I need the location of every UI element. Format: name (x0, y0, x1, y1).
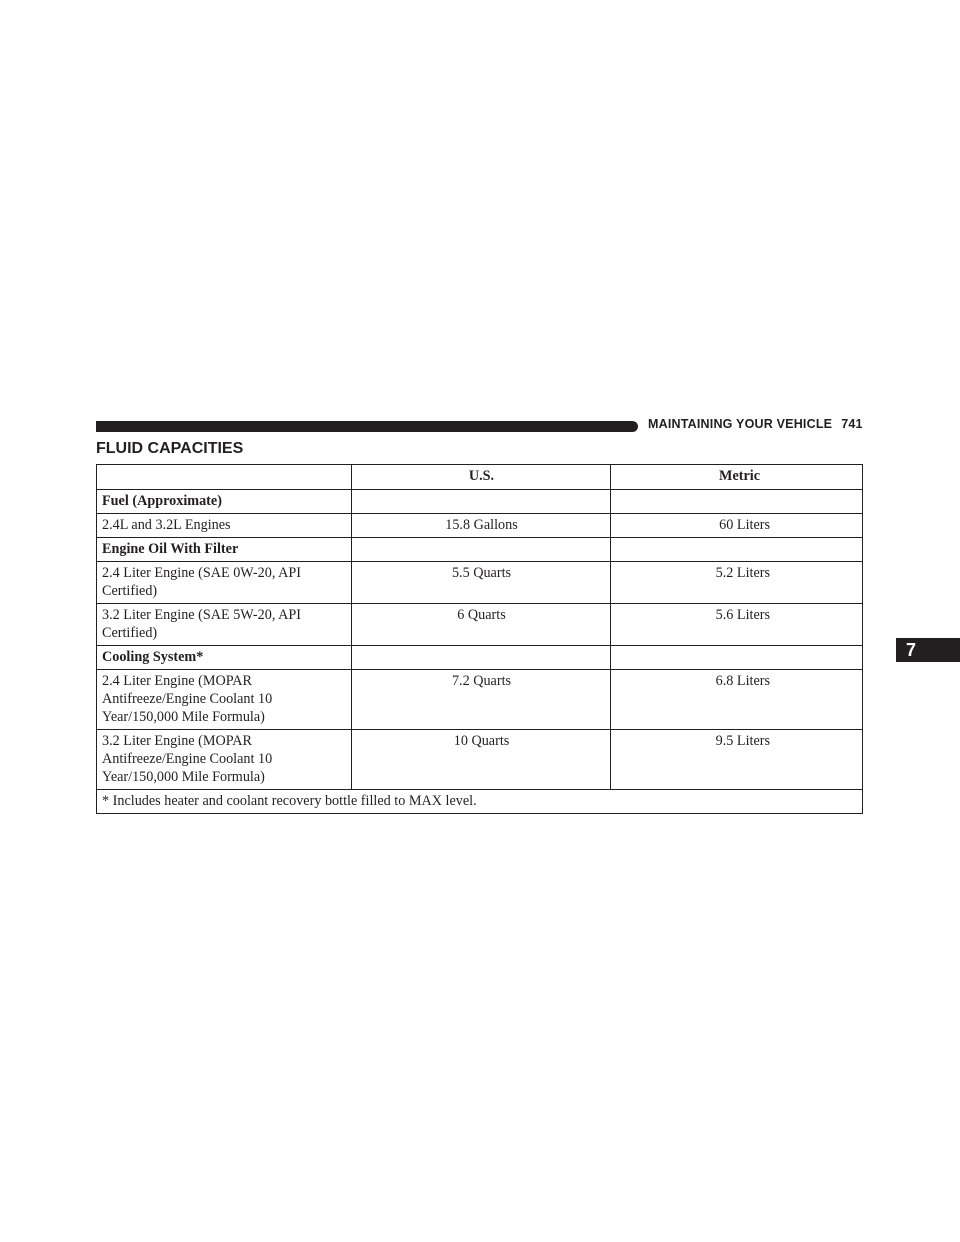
header-section: MAINTAINING YOUR VEHICLE (648, 417, 833, 431)
footnote: * Includes heater and coolant recovery bottle filled to MAX level. (97, 790, 863, 814)
column-header-item (97, 465, 352, 490)
footnote-row (97, 790, 863, 814)
chapter-tab: 7 (896, 638, 960, 662)
fluid-capacities-table (96, 464, 863, 814)
us-value: 5.5 Quarts (352, 562, 611, 604)
row-label: 3.2 Liter Engine (SAE 5W-20, API Certified) (97, 604, 352, 646)
section-title: FLUID CAPACITIES (96, 440, 244, 457)
row-label: Engine Oil With Filter (97, 538, 352, 562)
us-value (352, 490, 611, 514)
metric-value: 60 Liters (611, 514, 863, 538)
category-row (97, 646, 863, 670)
metric-value (611, 646, 863, 670)
metric-value: 9.5 Liters (611, 730, 863, 790)
running-header (648, 417, 863, 431)
metric-value (611, 490, 863, 514)
metric-value: 5.6 Liters (611, 604, 863, 646)
row-label: 2.4L and 3.2L Engines (97, 514, 352, 538)
table-row (97, 562, 863, 604)
page-number: 741 (841, 417, 863, 431)
header-rule (96, 421, 638, 432)
column-header-us: U.S. (352, 465, 611, 490)
us-value: 7.2 Quarts (352, 670, 611, 730)
metric-value: 5.2 Liters (611, 562, 863, 604)
table-row (97, 604, 863, 646)
row-label: Fuel (Approximate) (97, 490, 352, 514)
column-header-metric: Metric (611, 465, 863, 490)
table-row (97, 670, 863, 730)
metric-value (611, 538, 863, 562)
metric-value: 6.8 Liters (611, 670, 863, 730)
row-label: 3.2 Liter Engine (MOPAR Antifreeze/Engine Coolant 10 Year/150,000 Mile Formula) (97, 730, 352, 790)
category-row (97, 538, 863, 562)
category-row (97, 490, 863, 514)
row-label: Cooling System* (97, 646, 352, 670)
row-label: 2.4 Liter Engine (MOPAR Antifreeze/Engine Coolant 10 Year/150,000 Mile Formula) (97, 670, 352, 730)
row-label: 2.4 Liter Engine (SAE 0W-20, API Certified) (97, 562, 352, 604)
us-value: 10 Quarts (352, 730, 611, 790)
table-header-row (97, 465, 863, 490)
us-value (352, 538, 611, 562)
table-row (97, 730, 863, 790)
us-value: 15.8 Gallons (352, 514, 611, 538)
us-value: 6 Quarts (352, 604, 611, 646)
us-value (352, 646, 611, 670)
table-row (97, 514, 863, 538)
